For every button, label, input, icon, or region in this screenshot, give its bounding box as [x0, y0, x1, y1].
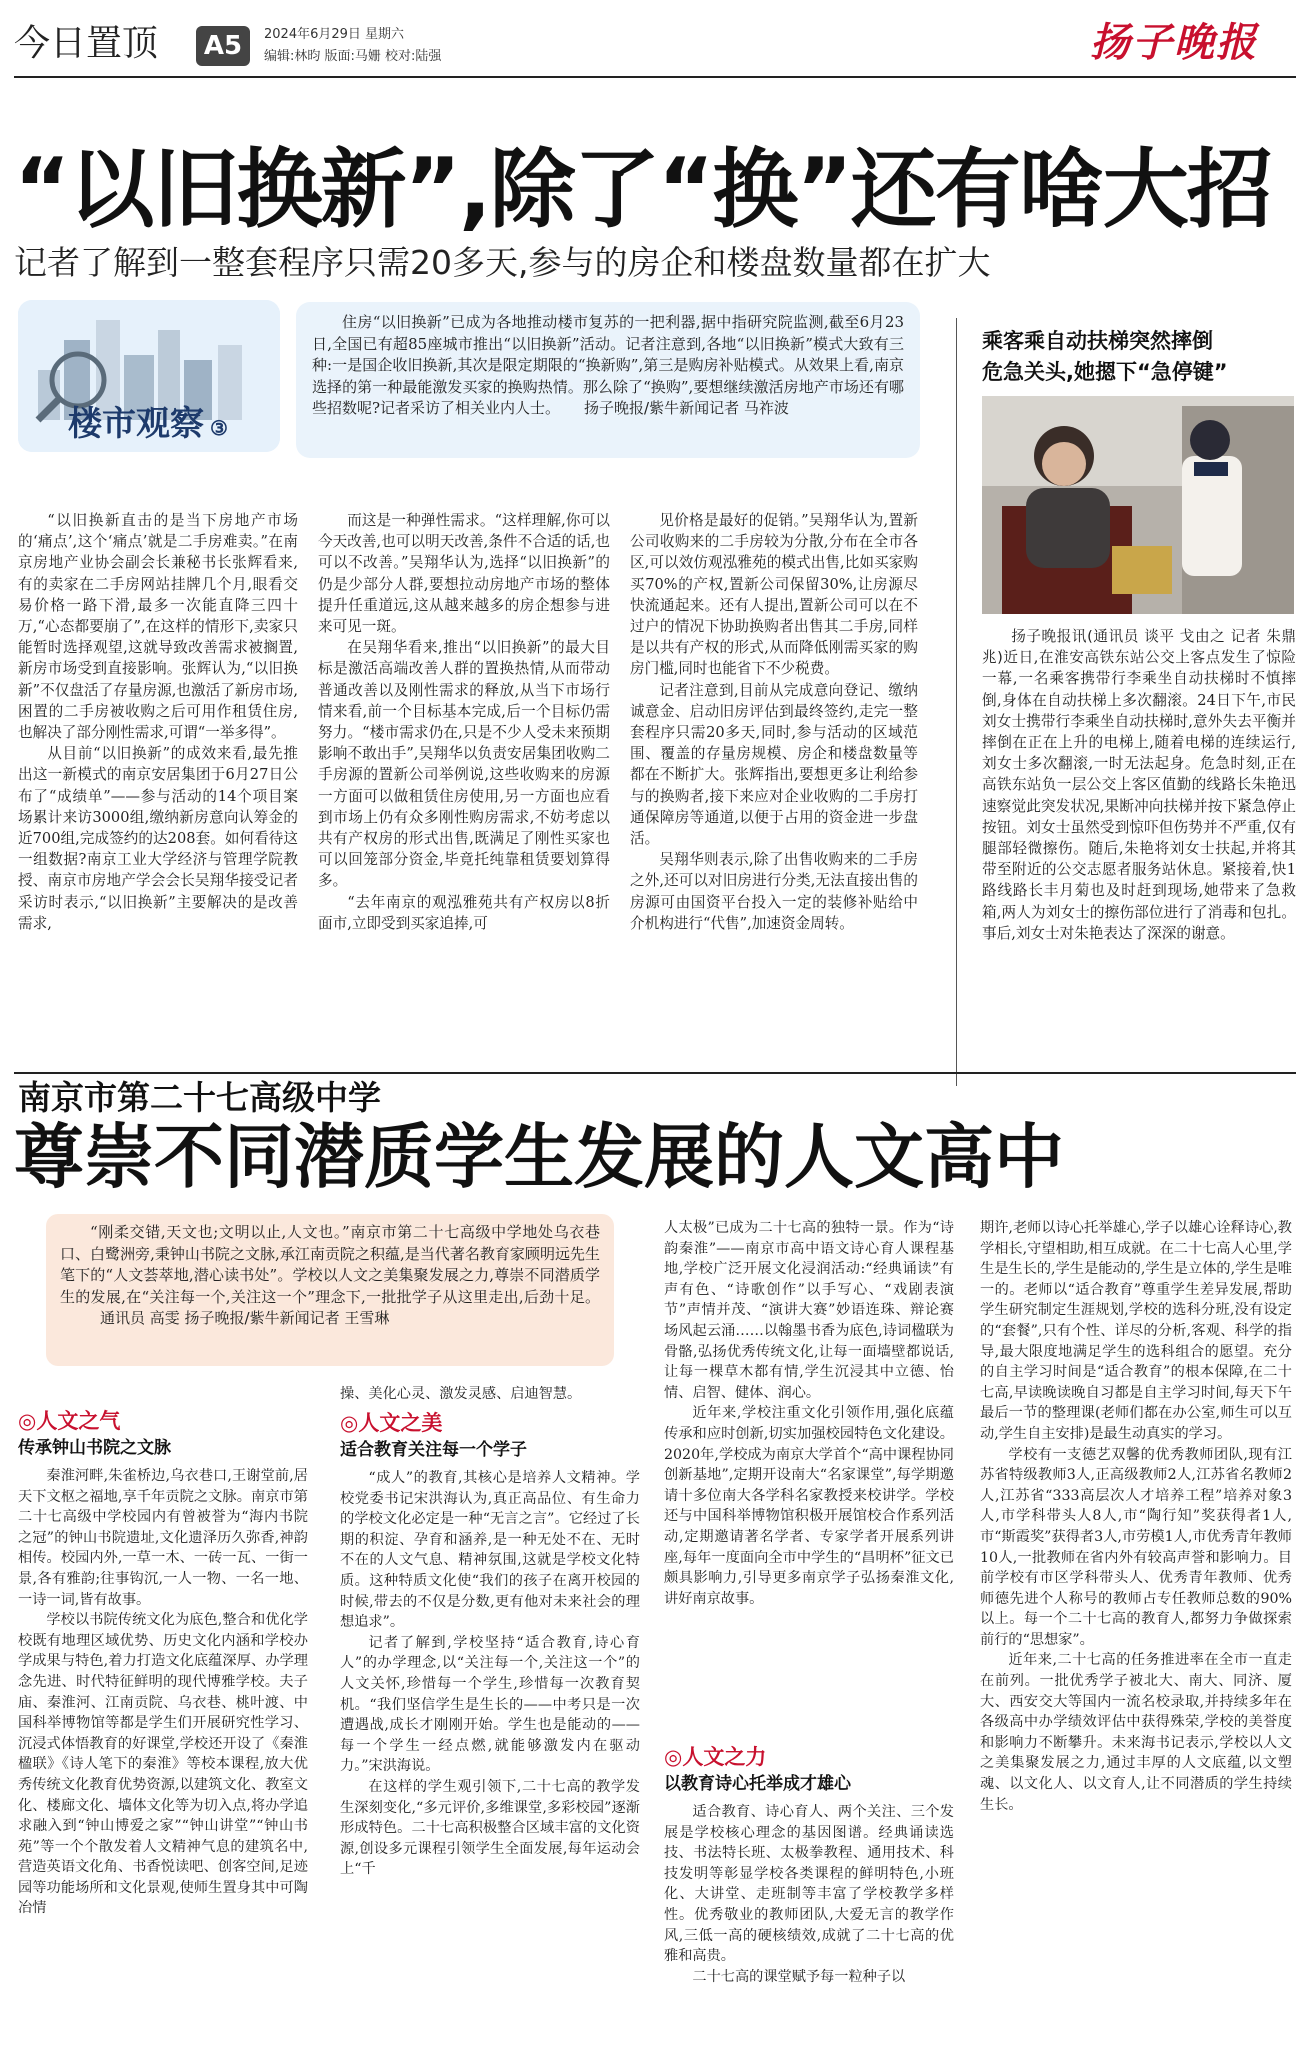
article1-lead-box — [296, 302, 920, 458]
paragraph: 而这是一种弹性需求。“这样理解,你可以今天改善,也可以明天改善,条件不合适的话,也可以不改善。”吴翔华认为,选择“以旧换新”的仍是少部分人群,要想拉动房地产市场的整体提升任重道远,这从越来越多的房企想参与进来可见一斑。 — [318, 512, 610, 636]
sidebar-text: 近日,在淮安高铁东站公交上客点发生了惊险一幕,一名乘客携带行李乘坐自动扶梯时不慎摔倒,身体在自动扶梯上多次翻滚。24日下午,市民刘女士携带行李乘坐自动扶梯时,意外失去平衡并摔倒在正在上升的电梯上,随着电梯的连续运行,刘女士多次翻滚,一时无法起身。危急时刻,正在高铁东站负一层公交上客区值勤的线路长朱艳迅速察觉此突发状况,果断冲向扶梯并按下紧急停止按钮。刘女士虽然受到惊吓但伤势并不严重,仅有腿部轻微擦伤。随后,朱艳将刘女士扶起,并将其带至附近的公交志愿者服务站休息。紧接着,快1路线路长丰月菊也及时赶到现场,她带来了急救箱,两人为刘女士的擦伤部位进行了消毒和包扎。事后,刘女士对朱艳表达了深深的谢意。 — [982, 649, 1296, 942]
column-divider — [956, 318, 957, 1086]
series-badge — [18, 300, 280, 452]
article1-subhead: 记者了解到一整套程序只需20多天,参与的房企和楼盘数量都在扩大 — [14, 243, 991, 282]
paragraph: 近年来,学校注重文化引领作用,强化底蕴传承和应时创新,切实加强校园特色文化建设。2020年,学校成为南京大学首个“高中课程协同创新基地”,定期开设南大“名家课堂”,每学期邀请十多位南大各学科名家教授来校讲学。学校还与中国科举博物馆积极开展馆校合作系列活动,定期邀请著名学者、专家学者开展系列讲座,每年一度面向全市中学生的“昌明杯”征文已颇具影响力,引导更多南京学子弘扬秦淮文化,讲好南京故事。 — [664, 1405, 954, 1607]
sidebar-headline-line2: 危急关头,她摁下“急停键” — [982, 360, 1228, 384]
article2-lead-box — [46, 1214, 614, 1366]
paragraph: “去年南京的观泓雅苑共有产权房以8折面市,立即受到买家追捧,可 — [318, 893, 610, 932]
paragraph: 人太极”已成为二十七高的独特一景。作为“诗韵秦淮”——南京市高中语文诗心育人课程基地,学校广泛开展文化浸润活动:“经典诵读”有声有色、“诗歌创作”以手写心、“戏剧表演节”声情并茂、“演讲大赛”妙语连珠、辩论赛场风起云涌……以翰墨书香为底色,诗词楹联为骨骼,弘扬优秀传统文化,让每一面墙壁都说话,让每一棵草木都有情,学生沉浸其中立德、怡情、启智、健体、润心。 — [664, 1220, 954, 1401]
article1-lead: 住房“以旧换新”已成为各地推动楼市复苏的一把利器,据中指研究院监测,截至6月23日,全国已有超85座城市推出“以旧换新”活动。记者注意到,各地“以旧换新”模式大致有三种:一是国企收旧换新,其次是限定期限的“换新购”,第三是购房补贴模式。从效果上看,南京选择的第一种最能激发买家的换购热情。那么除了“换购”,要想继续激活房地产市场还有哪些招数呢?记者采访了相关业内人士。 扬子晚报/紫牛新闻记者 马祚波 — [312, 313, 904, 417]
paragraph: 操、美化心灵、激发灵感、启迪智慧。 — [340, 1386, 582, 1402]
page-number: A5 — [203, 31, 243, 61]
paragraph: 吴翔华则表示,除了出售收购来的二手房之外,还可以对旧房进行分类,无法直接出售的房源可由国资平台投入一定的装修补贴给中介机构进行“代售”,加速资金周转。 — [630, 851, 918, 932]
paragraph: 从目前“以旧换新”的成效来看,最先推出这一新模式的南京安居集团于6月27日公布了“成绩单”——参与活动的14个项目案场累计来访3000组,缴纳新房意向认筹金的近700组,完成签约的达208套。如何看待这一组数据?南京工业大学经济与管理学院教授、南京市房地产学会会长吴翔华接受记者采访时表示,“以旧换新”主要解决的是改善需求, — [18, 745, 298, 932]
sidebar-body — [982, 626, 1296, 944]
paragraph: 适合教育、诗心育人、两个关注、三个发展是学校核心理念的基因图谱。经典诵读选技、书法特长班、太极拳教程、通用技术、科技发明等彰显学校各类课程的鲜明特色,小班化、大讲堂、走班制等丰富了学校教学多样性。优秀敬业的教师团队,大爱无言的教学作风,三低一高的硬核绩效,成就了二十七高的优雅和高贵。 — [664, 1804, 954, 1965]
article1-column-3 — [630, 510, 918, 934]
sidebar-headline — [982, 326, 1298, 388]
paragraph: 记者了解到,学校坚持“适合教育,诗心育人”的办学理念,以“关注每一个,关注这一个”的人文关怀,珍惜每一个学生,珍惜每一次教育契机。“我们坚信学生是生长的——中考只是一次遭遇战,成长才刚刚开始。学生也是能动的——每一个学生一经点燃,就能够激发内在驱动力。”宋洪海说。 — [340, 1634, 640, 1775]
series-number: ③ — [210, 416, 228, 440]
article1-headline: “以旧换新”,除了“换”还有啥大招 — [14, 140, 1271, 240]
section-separator — [14, 1072, 1296, 1074]
section-title: 今日置顶 — [14, 23, 159, 64]
newspaper-logo: 扬子晚报 — [1090, 19, 1258, 66]
article2-column-3-top — [664, 1218, 954, 1609]
paragraph: 学校有一支德艺双馨的优秀教师团队,现有江苏省特级教师3人,正高级教师2人,江苏省名教师2人,江苏省“333高层次人才培养工程”培养对象3人,市学科带头人8人,市“陶行知”奖获得者1人,市“斯霞奖”获得者3人,市劳模1人,市优秀青年教师10人,一批教师在省内外有较高声誉和影响力。目前学校有市区学科带头人、优秀青年教师、优秀师德先进个人称号的教师占专任教师总数的90%以上。每一个二十七高的教育人,都努力争做探索前行的“思想家”。 — [980, 1446, 1292, 1648]
section1-tag-display: ◎人文之气 — [18, 1408, 121, 1433]
article2-column-2 — [340, 1468, 640, 1880]
paragraph: 学校以书院传统文化为底色,整合和优化学校既有地理区域优势、历史文化内涵和学校办学成果与特色,着力打造文化底蕴深厚、办学理念先进、时代特征鲜明的现代博雅学校。夫子庙、秦淮河、江南贡院、乌衣巷、桃叶渡、中国科举博物馆等都是学生们开展研究性学习、沉浸式体悟教育的好课堂,学校还开设了《秦淮楹联》《诗人笔下的秦淮》等校本课程,放大优秀传统文化教育优势资源,以建筑文化、教室文化、楼廊文化、墙体文化等为切入点,将办学追求融入到“钟山博爱之家”“钟山讲堂”“钟山书苑”等一个个散发着人文精神气息的建筑名中,营造英语文化角、书香悦读吧、创客空间,足迹园等功能场所和文化景观,使师生置身其中可陶冶情 — [18, 1612, 308, 1917]
section2-title: 适合教育关注每一个学子 — [340, 1440, 527, 1460]
article2-kicker: 南京市第二十七高级中学 — [18, 1078, 381, 1117]
article1-column-2 — [318, 510, 610, 934]
paragraph: 在吴翔华看来,推出“以旧换新”的最大目标是激活高端改善人群的置换热情,从而带动普通改善以及刚性需求的释放,从当下市场行情来看,前一个目标基本完成,后一个目标仍需努力。“楼市需求仍在,只是不少人受未来预期影响不敢出手”,吴翔华以负责安居集团收购二手房源的置新公司举例说,这些收购来的房源一方面可以做租赁住房使用,另一方面也应看到市场上仍有众多刚性购房需求,不妨考虑以共有产权房的形式出售,既满足了刚性买家也可以回笼部分资金,毕竟托纯靠租赁要划算得多。 — [318, 639, 610, 890]
article2-column-1 — [18, 1466, 308, 1919]
paragraph: 在这样的学生观引领下,二十七高的教学发生深刻变化,“多元评价,多维课堂,多彩校园”逐渐形成特色。二十七高积极整合区域丰富的文化资源,创设多元课程引领学生全面发展,每年运动会上“千 — [340, 1778, 640, 1878]
section3-tag: ◎人文之力 — [664, 1744, 767, 1769]
paragraph: “成人”的教育,其核心是培养人文精神。学校党委书记宋洪海认为,真正高品位、有生命力的学校文化必定是一种“无言之言”。它经过了长期的积淀、孕育和涵养,是一种无处不在、无时不在的人文气息、精神氛围,这就是学校文化特质。这种特质文化使“我们的孩子在离开校园的时候,带去的不仅是分数,更有他对未来社会的理想追求”。 — [340, 1470, 640, 1631]
sidebar-byline: 扬子晚报讯(通讯员 谈平 戈由之 记者 朱鼎兆) — [982, 628, 1296, 667]
paragraph: 见价格是最好的促销。”吴翔华认为,置新公司收购来的二手房较为分散,分布在全市各区,可以效仿观泓雅苑的模式出售,比如买家购买70%的产权,置新公司保留30%,让房源尽快流通起来。还有人提出,置新公司可以在不过户的情况下协助换购者出售其二手房,同样是以共有产权的形式,从而降低刚需买家的购房门槛,同时也能省下不少税费。 — [630, 512, 918, 678]
masthead — [0, 0, 1310, 80]
issue-date: 2024年6月29日 星期六 — [264, 27, 405, 42]
editor-credits: 编辑:林昀 版面:马姗 校对:陆强 — [264, 49, 442, 64]
article2-column-4 — [980, 1218, 1292, 1815]
section2-tag: ◎人文之美 — [340, 1410, 443, 1435]
escalator-photo-illustration — [982, 396, 1294, 614]
article2-byline: 通讯员 高雯 扬子晚报/紫牛新闻记者 王雪琳 — [100, 1309, 390, 1327]
series-label-text: 楼市观察 — [68, 404, 204, 444]
paragraph: “以旧换新直击的是当下房地产市场的‘痛点’,这个‘痛点’就是二手房难卖。”在南京房地产业协会副会长兼秘书长张辉看来,有的卖家在二手房网站挂牌几个月,眼看交易价格一路下滑,最多一次能直降三四十万,“心态都要崩了”,在这样的情形下,卖家只能暂时选择观望,这就导致改善需求被搁置,新房市场受到直接影响。张辉认为,“以旧换新”不仅盘活了存量房源,也激活了新房市场,困置的二手房被收购之后可用作租赁住房,也解决了部分刚性需求,可谓“一举多得”。 — [18, 512, 298, 742]
paragraph: 期许,老师以诗心托举雄心,学子以雄心诠释诗心,教学相长,守望相助,相互成就。在二十七高人心里,学生是生长的,学生是能动的,学生是立体的,学生是唯一的。老师以“适合教育”尊重学生差异发展,帮助学生研究制定生涯规划,学校的选科分班,没有设定的“套餐”,只有个性、详尽的分析,客观、科学的指导,最大限度地满足学生的选科组合的愿望。充分的自主学习时间是“适合教育”的根本保障,在二十七高,早读晚读晚自习都是自主学习时间,每天下午最后一节的整理课(老师们都在办公室,师生可以互动,学生自主安排)是最生动真实的学习。 — [980, 1220, 1292, 1442]
sidebar-headline-line1: 乘客乘自动扶梯突然摔倒 — [982, 329, 1213, 353]
paragraph: 近年来,二十七高的任务推进率在全市一直走在前列。一批优秀学子被北大、南大、同济、厦大、西安交大等国内一流名校录取,并持续多年在各级高中办学绩效评估中获得殊荣,学校的美誉度和影响力不断攀升。未来海书记表示,学校以人文之美集聚发展之力,通过丰厚的人文底蕴,以文塑魂、以文化人、以文育人,让不同潜质的学生持续生长。 — [980, 1652, 1292, 1813]
article2-column-2-top — [340, 1384, 640, 1405]
masthead-rule — [14, 76, 1296, 78]
paragraph: 二十七高的课堂赋予每一粒种子以 — [692, 1968, 906, 1985]
article1-column-1 — [18, 510, 298, 934]
paragraph: 秦淮河畔,朱雀桥边,乌衣巷口,王谢堂前,居天下文枢之福地,享千年贡院之文脉。南京市第二十七高级中学校园内有曾被誉为“海内书院之冠”的钟山书院遗址,文化遗泽历久弥香,神韵相传。校园内外,一草一木、一砖一瓦、一街一景,各有雅韵;往事钩沉,一人一物、一名一地、一诗一词,皆有故事。 — [18, 1468, 308, 1608]
article2-column-3 — [664, 1802, 954, 1987]
article1-byline: 扬子晚报/紫牛新闻记者 马祚波 — [584, 399, 789, 417]
article2-headline: 尊崇不同潜质学生发展的人文高中 — [14, 1116, 1064, 1198]
series-label — [68, 404, 228, 448]
article2-lead: “刚柔交错,天文也;文明以止,人文也。”南京市第二十七高级中学地处乌衣巷口、白鹭洲旁,秉钟山书院之文脉,承江南贡院之积蕴,是当代著名教育家顾明远先生笔下的“人文荟萃地,潜心读书处”。学校以人文之美集聚发展之力,尊崇不同潜质学生的发展,在“关注每一个,关注这一个”理念下,一批批学子从这里走出,后劲十足。通讯员 高雯 扬子晚报/紫牛新闻记者 王雪琳 — [60, 1223, 600, 1327]
paragraph: 记者注意到,目前从完成意向登记、缴纳诚意金、启动旧房评估到最终签约,走完一整套程序只需20多天,同时,参与活动的区域范围、覆盖的存量房规模、房企和楼盘数量等都在不断扩大。张辉指出,要想更多让利给参与的换购者,接下来应对企业收购的二手房打通保障房等通道,以便于占用的资金进一步盘活。 — [630, 681, 918, 848]
sidebar-photo — [982, 396, 1294, 614]
section1-title: 传承钟山书院之文脉 — [18, 1438, 171, 1458]
section3-title: 以教育诗心托举成才雄心 — [664, 1774, 851, 1794]
page-number-badge — [196, 26, 250, 66]
